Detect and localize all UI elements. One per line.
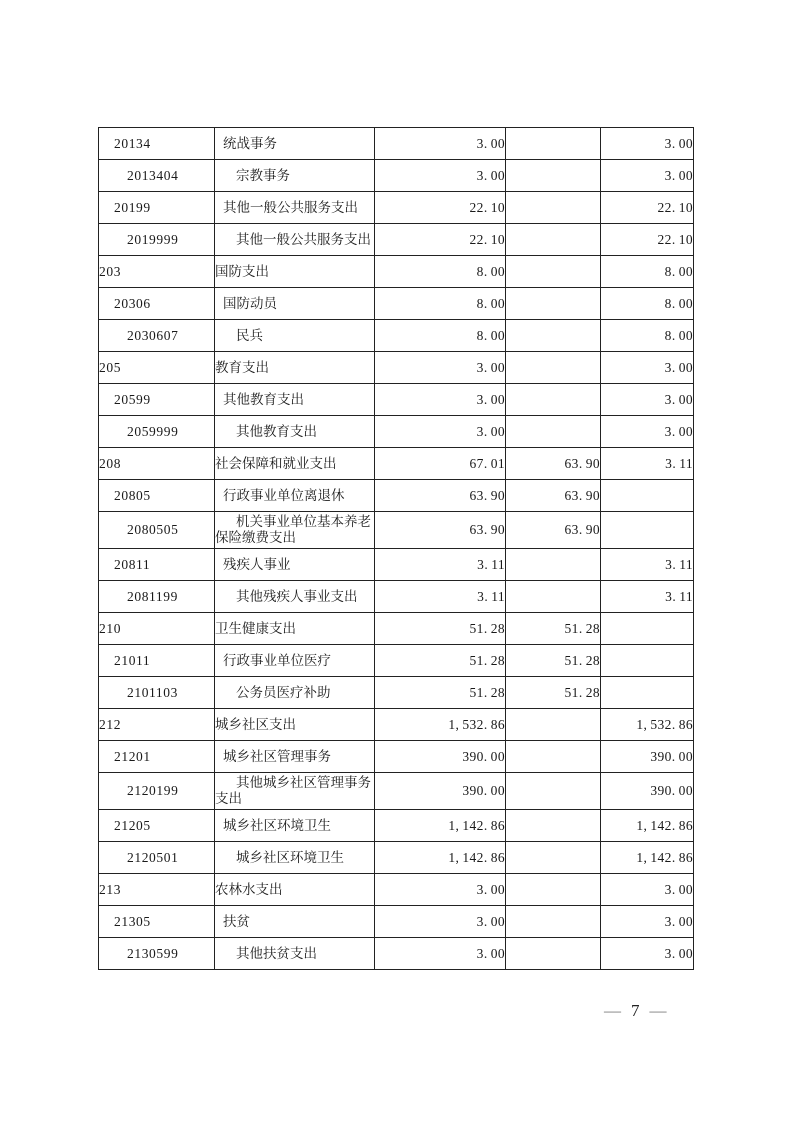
amount-cell-1: 22. 10 [375, 192, 506, 224]
amount-cell-2 [506, 128, 601, 160]
amount-cell-1: 3. 00 [375, 938, 506, 970]
amount-cell-1: 390. 00 [375, 773, 506, 810]
amount-cell-2: 63. 90 [506, 448, 601, 480]
budget-item-name-cell: 卫生健康支出 [215, 613, 375, 645]
amount-cell-2 [506, 938, 601, 970]
table-row [99, 256, 694, 288]
amount-cell-2 [506, 224, 601, 256]
table-row [99, 581, 694, 613]
amount-cell-2: 51. 28 [506, 677, 601, 709]
table-row [99, 384, 694, 416]
budget-item-name-cell: 其他一般公共服务支出 [215, 224, 375, 256]
budget-code-cell: 20306 [99, 288, 215, 320]
amount-cell-3: 8. 00 [601, 256, 694, 288]
table-row [99, 645, 694, 677]
budget-code-cell: 21305 [99, 906, 215, 938]
amount-cell-2 [506, 741, 601, 773]
table-row [99, 549, 694, 581]
amount-cell-2 [506, 709, 601, 741]
page-number [604, 1001, 668, 1021]
amount-cell-3: 22. 10 [601, 192, 694, 224]
budget-item-name-cell: 公务员医疗补助 [215, 677, 375, 709]
amount-cell-1: 3. 00 [375, 352, 506, 384]
budget-code-cell: 2013404 [99, 160, 215, 192]
budget-code-cell: 2019999 [99, 224, 215, 256]
amount-cell-2 [506, 874, 601, 906]
table-row [99, 677, 694, 709]
budget-item-name-cell: 城乡社区管理事务 [215, 741, 375, 773]
amount-cell-2 [506, 384, 601, 416]
amount-cell-2 [506, 549, 601, 581]
budget-item-name-cell: 行政事业单位离退休 [215, 480, 375, 512]
table-row [99, 288, 694, 320]
table-row [99, 416, 694, 448]
table-row [99, 906, 694, 938]
amount-cell-1: 1, 142. 86 [375, 810, 506, 842]
budget-code-cell: 21205 [99, 810, 215, 842]
budget-code-cell: 2120199 [99, 773, 215, 810]
amount-cell-1: 51. 28 [375, 613, 506, 645]
table-row [99, 810, 694, 842]
budget-code-cell: 20805 [99, 480, 215, 512]
budget-code-cell: 2081199 [99, 581, 215, 613]
amount-cell-2 [506, 842, 601, 874]
budget-code-cell: 212 [99, 709, 215, 741]
table-row [99, 480, 694, 512]
budget-code-cell: 20811 [99, 549, 215, 581]
amount-cell-1: 3. 11 [375, 581, 506, 613]
amount-cell-3: 3. 11 [601, 448, 694, 480]
amount-cell-2 [506, 581, 601, 613]
amount-cell-1: 63. 90 [375, 512, 506, 549]
amount-cell-3 [601, 480, 694, 512]
table-row [99, 224, 694, 256]
table-row [99, 874, 694, 906]
budget-code-cell: 2120501 [99, 842, 215, 874]
amount-cell-2: 63. 90 [506, 480, 601, 512]
amount-cell-3 [601, 645, 694, 677]
budget-code-cell: 21201 [99, 741, 215, 773]
budget-item-name-cell: 统战事务 [215, 128, 375, 160]
amount-cell-3: 1, 142. 86 [601, 810, 694, 842]
budget-code-cell: 20599 [99, 384, 215, 416]
budget-item-name-cell: 城乡社区支出 [215, 709, 375, 741]
budget-code-cell: 213 [99, 874, 215, 906]
table-row [99, 938, 694, 970]
budget-code-cell: 20199 [99, 192, 215, 224]
budget-item-name-cell: 国防动员 [215, 288, 375, 320]
budget-code-cell: 2080505 [99, 512, 215, 549]
amount-cell-1: 51. 28 [375, 645, 506, 677]
budget-item-name-cell: 国防支出 [215, 256, 375, 288]
amount-cell-2: 51. 28 [506, 613, 601, 645]
table-row [99, 773, 694, 810]
budget-code-cell: 208 [99, 448, 215, 480]
budget-item-name-cell: 其他教育支出 [215, 416, 375, 448]
budget-item-name-cell: 社会保障和就业支出 [215, 448, 375, 480]
amount-cell-3: 3. 00 [601, 906, 694, 938]
budget-code-cell: 2030607 [99, 320, 215, 352]
amount-cell-3: 3. 00 [601, 128, 694, 160]
amount-cell-2 [506, 810, 601, 842]
amount-cell-2 [506, 906, 601, 938]
amount-cell-2 [506, 416, 601, 448]
budget-expenditure-table [98, 127, 694, 970]
budget-item-name-cell: 扶贫 [215, 906, 375, 938]
amount-cell-3: 3. 00 [601, 416, 694, 448]
amount-cell-1: 1, 532. 86 [375, 709, 506, 741]
budget-item-name-cell: 其他扶贫支出 [215, 938, 375, 970]
amount-cell-2 [506, 773, 601, 810]
amount-cell-1: 3. 00 [375, 384, 506, 416]
budget-code-cell: 20134 [99, 128, 215, 160]
budget-item-name-cell: 其他城乡社区管理事务支出 [215, 773, 375, 810]
amount-cell-3: 8. 00 [601, 288, 694, 320]
table-row [99, 160, 694, 192]
table-row [99, 448, 694, 480]
amount-cell-3: 22. 10 [601, 224, 694, 256]
amount-cell-3 [601, 677, 694, 709]
budget-item-name-cell: 其他教育支出 [215, 384, 375, 416]
amount-cell-1: 390. 00 [375, 741, 506, 773]
amount-cell-2 [506, 320, 601, 352]
budget-item-name-cell: 其他残疾人事业支出 [215, 581, 375, 613]
budget-item-name-cell: 残疾人事业 [215, 549, 375, 581]
amount-cell-3: 1, 532. 86 [601, 709, 694, 741]
budget-item-name-cell: 行政事业单位医疗 [215, 645, 375, 677]
amount-cell-1: 3. 11 [375, 549, 506, 581]
budget-item-name-cell: 城乡社区环境卫生 [215, 842, 375, 874]
budget-item-name-cell: 宗教事务 [215, 160, 375, 192]
amount-cell-3: 3. 00 [601, 160, 694, 192]
amount-cell-3: 3. 00 [601, 352, 694, 384]
amount-cell-3: 1, 142. 86 [601, 842, 694, 874]
budget-item-name-cell: 机关事业单位基本养老保险缴费支出 [215, 512, 375, 549]
amount-cell-2 [506, 192, 601, 224]
amount-cell-2 [506, 288, 601, 320]
amount-cell-1: 1, 142. 86 [375, 842, 506, 874]
amount-cell-3: 8. 00 [601, 320, 694, 352]
budget-code-cell: 2101103 [99, 677, 215, 709]
amount-cell-1: 3. 00 [375, 416, 506, 448]
budget-item-name-cell: 农林水支出 [215, 874, 375, 906]
amount-cell-1: 51. 28 [375, 677, 506, 709]
amount-cell-2: 51. 28 [506, 645, 601, 677]
table-row [99, 842, 694, 874]
budget-item-name-cell: 教育支出 [215, 352, 375, 384]
amount-cell-3: 3. 00 [601, 384, 694, 416]
amount-cell-1: 3. 00 [375, 906, 506, 938]
table-row [99, 512, 694, 549]
amount-cell-2 [506, 256, 601, 288]
budget-item-name-cell: 民兵 [215, 320, 375, 352]
table-row [99, 613, 694, 645]
budget-code-cell: 21011 [99, 645, 215, 677]
amount-cell-3: 390. 00 [601, 741, 694, 773]
amount-cell-3 [601, 613, 694, 645]
amount-cell-3: 3. 11 [601, 549, 694, 581]
budget-code-cell: 2059999 [99, 416, 215, 448]
table-row [99, 128, 694, 160]
budget-item-name-cell: 其他一般公共服务支出 [215, 192, 375, 224]
amount-cell-2: 63. 90 [506, 512, 601, 549]
amount-cell-1: 8. 00 [375, 256, 506, 288]
budget-code-cell: 210 [99, 613, 215, 645]
amount-cell-3: 3. 11 [601, 581, 694, 613]
table-row [99, 709, 694, 741]
amount-cell-1: 8. 00 [375, 288, 506, 320]
amount-cell-1: 8. 00 [375, 320, 506, 352]
page-number-dash-right: — [649, 1001, 668, 1020]
budget-code-cell: 2130599 [99, 938, 215, 970]
amount-cell-1: 3. 00 [375, 874, 506, 906]
table-row [99, 192, 694, 224]
amount-cell-1: 67. 01 [375, 448, 506, 480]
budget-item-name-cell: 城乡社区环境卫生 [215, 810, 375, 842]
amount-cell-3 [601, 512, 694, 549]
table-row [99, 741, 694, 773]
budget-code-cell: 205 [99, 352, 215, 384]
table-row [99, 320, 694, 352]
page-number-dash-left: — [604, 1001, 622, 1020]
amount-cell-1: 22. 10 [375, 224, 506, 256]
amount-cell-1: 63. 90 [375, 480, 506, 512]
amount-cell-3: 3. 00 [601, 874, 694, 906]
amount-cell-1: 3. 00 [375, 128, 506, 160]
budget-table-body [99, 128, 694, 970]
amount-cell-1: 3. 00 [375, 160, 506, 192]
amount-cell-3: 390. 00 [601, 773, 694, 810]
page-number-value: 7 [631, 1001, 641, 1020]
amount-cell-3: 3. 00 [601, 938, 694, 970]
amount-cell-2 [506, 352, 601, 384]
budget-code-cell: 203 [99, 256, 215, 288]
table-row [99, 352, 694, 384]
amount-cell-2 [506, 160, 601, 192]
